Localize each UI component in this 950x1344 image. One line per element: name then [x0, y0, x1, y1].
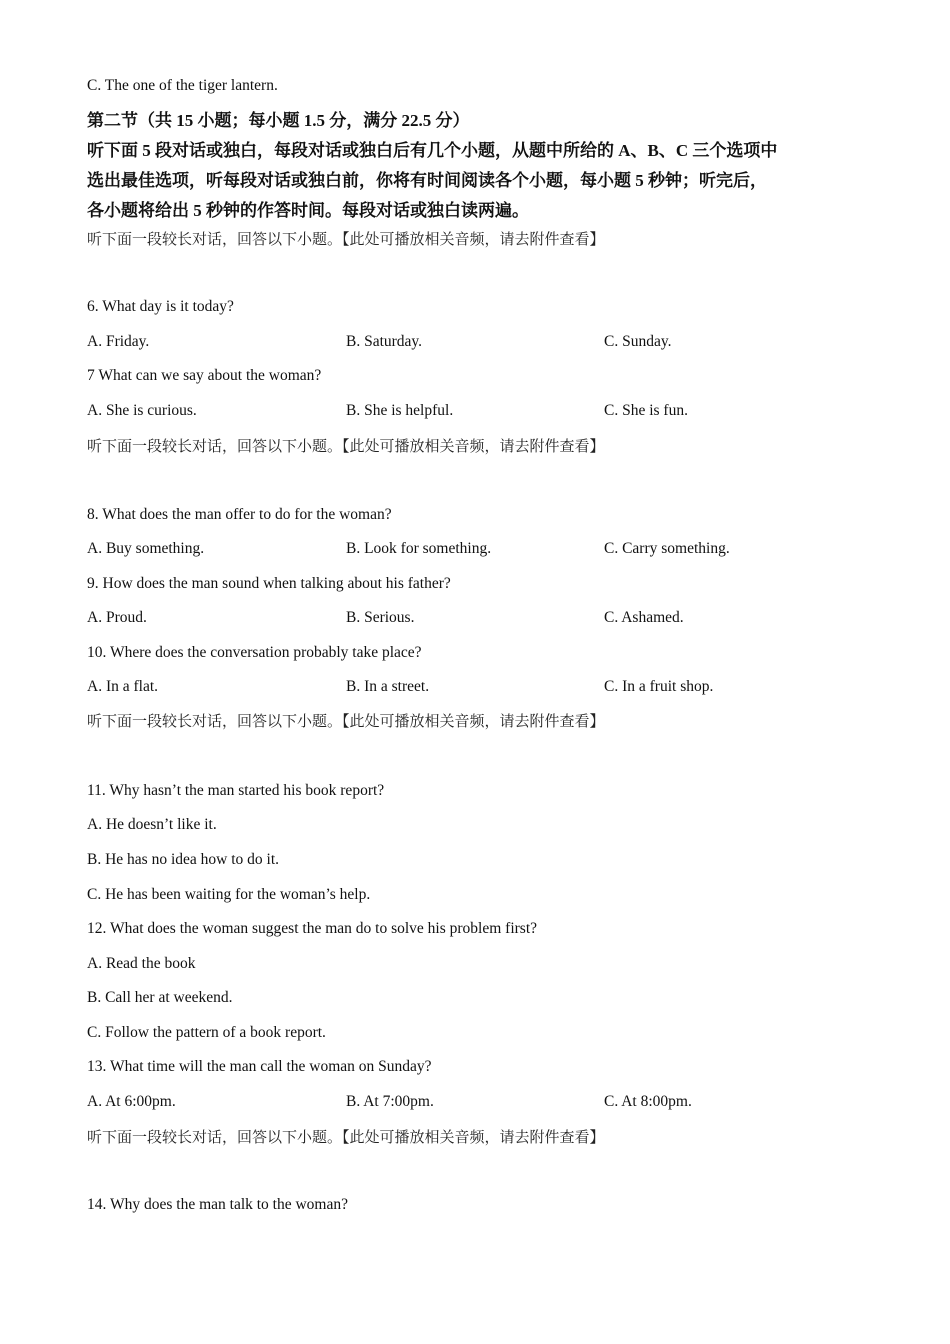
option-c: C. Ashamed. [604, 609, 684, 626]
instructions-line-3: 各小题将给出 5 秒钟的作答时间。每段对话或独白读两遍。 [87, 201, 529, 220]
option-b: B. Saturday. [346, 333, 423, 350]
question-9: 9. How does the man sound when talking about his father? [87, 575, 451, 592]
option-c: C. In a fruit shop. [604, 678, 714, 695]
option-b: B. At 7:00pm. [346, 1093, 434, 1110]
audio-note: 听下面一段较长对话，回答以下小题。【此处可播放相关音频，请去附件查看】 [87, 712, 605, 730]
option-b: B. In a street. [346, 678, 430, 695]
option-a: A. In a flat. [87, 678, 159, 695]
question-8: 8. What does the man offer to do for the woman? [87, 506, 392, 523]
option-b: B. She is helpful. [346, 402, 454, 419]
option-a: A. Read the book [87, 955, 196, 972]
option-b: B. He has no idea how to do it. [87, 851, 280, 868]
option-a: A. She is curious. [87, 402, 197, 419]
option-c: C. She is fun. [604, 402, 688, 419]
question-13: 13. What time will the man call the woman on Sunday? [87, 1058, 432, 1075]
audio-note: 听下面一段较长对话，回答以下小题。【此处可播放相关音频，请去附件查看】 [87, 437, 605, 455]
question-7: 7 What can we say about the woman? [87, 367, 322, 384]
option-c: C. He has been waiting for the woman’s help. [87, 886, 371, 903]
option-a: A. Proud. [87, 609, 147, 626]
option-c: C. Follow the pattern of a book report. [87, 1024, 326, 1041]
question-6: 6. What day is it today? [87, 298, 234, 315]
option-b: B. Serious. [346, 609, 415, 626]
option-c: C. Sunday. [604, 333, 672, 350]
prev-option-c: C. The one of the tiger lantern. [87, 77, 278, 94]
question-12: 12. What does the woman suggest the man do to solve his problem first? [87, 920, 537, 937]
section-heading: 第二节（共 15 小题；每小题 1.5 分，满分 22.5 分） [87, 111, 470, 130]
audio-note: 听下面一段较长对话，回答以下小题。【此处可播放相关音频，请去附件查看】 [87, 1128, 605, 1146]
option-b: B. Call her at weekend. [87, 989, 233, 1006]
option-b: B. Look for something. [346, 540, 492, 557]
instructions-line-1: 听下面 5 段对话或独白，每段对话或独白后有几个小题，从题中所给的 A、B、C 三个选项中 [87, 141, 778, 160]
option-a: A. He doesn’t like it. [87, 816, 217, 833]
question-11: 11. Why hasn’t the man started his book report? [87, 782, 385, 799]
option-a: A. At 6:00pm. [87, 1093, 176, 1110]
question-14: 14. Why does the man talk to the woman? [87, 1196, 349, 1213]
option-a: A. Buy something. [87, 540, 205, 557]
instructions-line-2: 选出最佳选项，听每段对话或独白前，你将有时间阅读各个小题，每小题 5 秒钟；听完后， [87, 171, 767, 190]
option-c: C. At 8:00pm. [604, 1093, 692, 1110]
option-a: A. Friday. [87, 333, 150, 350]
audio-note: 听下面一段较长对话，回答以下小题。【此处可播放相关音频，请去附件查看】 [87, 230, 605, 248]
question-10: 10. Where does the conversation probably take place? [87, 644, 422, 661]
option-c: C. Carry something. [604, 540, 730, 557]
